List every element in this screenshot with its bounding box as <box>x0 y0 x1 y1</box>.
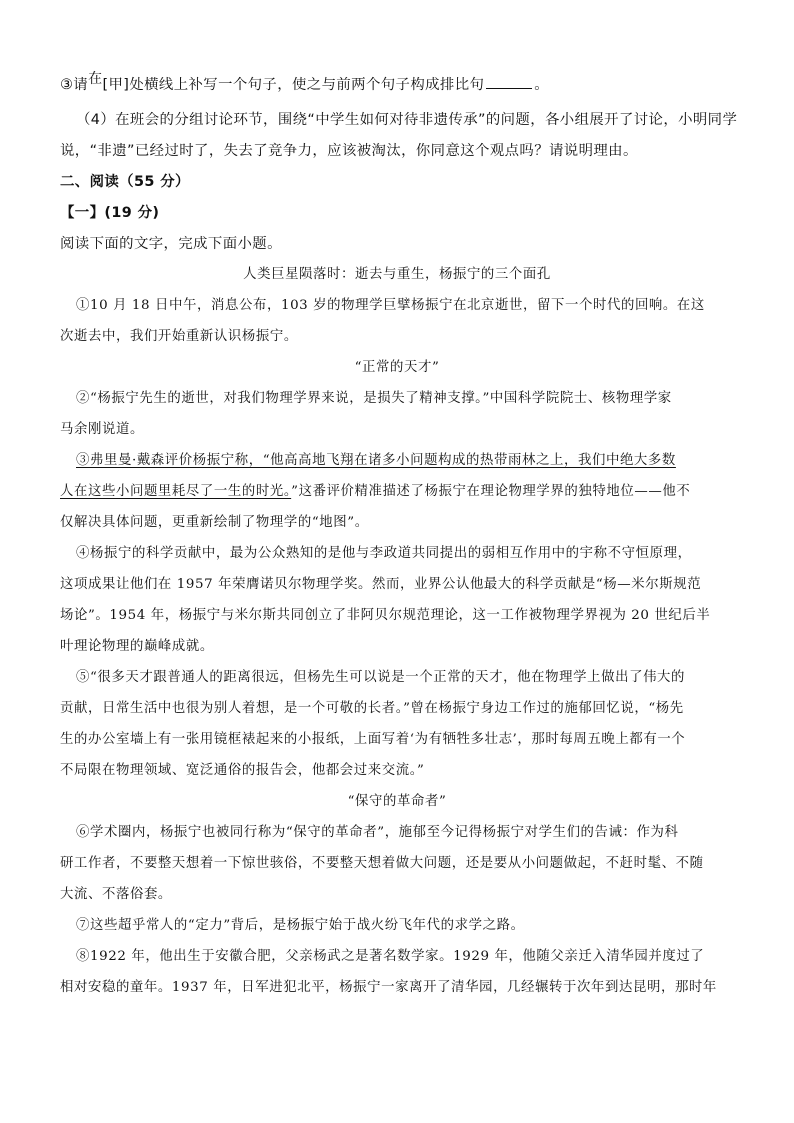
paragraph-6-line: 大流、不落俗套。 <box>60 887 172 902</box>
paragraph-5-line: 贡献，日常生活中也很为别人着想，是一个可敬的长者。”曾在杨振宁身边工作过的施郁回忆说，“杨先 <box>60 701 684 716</box>
paragraph-1-line: 次逝去中，我们开始重新认识杨振宁。 <box>60 329 298 344</box>
article-title: 人类巨星陨落时：逝去与重生，杨振宁的三个面孔 <box>243 267 551 282</box>
paragraph-2-line: ②“杨振宁先生的逝世，对我们物理学界来说，是损失了精神支撑。”中国科学院院士、核物理学家 <box>76 391 672 406</box>
part-heading: 【一】(19 分) <box>60 205 160 221</box>
paragraph-3-line <box>60 482 690 502</box>
paragraph-6-line: 研工作者，不要整天想着一下惊世骇俗，不要整天想着做大问题，还是要从小问题做起，不赶时髦、不随 <box>60 856 704 871</box>
paragraph-2-line: 马余刚说道。 <box>60 422 144 437</box>
subtitle-conservative-revolutionary: “保守的革命者” <box>347 794 447 809</box>
paragraph-5-line: 生的办公室墙上有一张用镜框裱起来的小报纸，上面写着‘为有牺牲多壮志’，那时每周五晚上都有一个 <box>60 732 686 747</box>
paragraph-3-line: 仅解决具体问题，更重新绘制了物理学的“地图”。 <box>60 515 369 530</box>
paragraph-4-line: 场论”。1954 年，杨振宁与米尔斯共同创立了非阿贝尔规范理论，这一工作被物理学界视为 20 世纪后半 <box>60 608 711 623</box>
paragraph-5-line: 不局限在物理领域、宽泛通俗的报告会，他都会过来交流。” <box>60 763 425 778</box>
paragraph-4-line: 叶理论物理的巅峰成就。 <box>60 639 214 654</box>
question-3-suffix: 。 <box>534 77 550 93</box>
section-heading: 二、阅读（55 分） <box>60 174 190 190</box>
paragraph-8-line: 相对安稳的童年。1937 年，日军进犯北平，杨振宁一家离开了清华园，几经辗转于次年到达昆明，那时年 <box>60 980 717 995</box>
subtitle-normal-genius: “正常的天才” <box>354 360 440 375</box>
paragraph-7: ⑦这些超乎常人的“定力”背后，是杨振宁始于战火纷飞年代的求学之路。 <box>76 918 525 933</box>
paragraph-4-line: 这项成果让他们在 1957 年荣膺诺贝尔物理学奖。然而，业界公认他最大的科学贡献是“杨—米尔斯规范 <box>60 577 702 592</box>
paragraph-5-line: ⑤“很多天才跟普通人的距离很远，但杨先生可以说是一个正常的天才，他在物理学上做出了伟大的 <box>76 670 686 685</box>
question-3-superscript: 在 <box>88 71 103 87</box>
paragraph-8-line: ⑧1922 年，他出生于安徽合肥，父亲杨武之是著名数学家。1929 年，他随父亲迁入清华园并度过了 <box>76 949 705 964</box>
paragraph-4-line: ④杨振宁的科学贡献中，最为公众熟知的是他与李政道共同提出的弱相互作用中的宇称不守恒原理， <box>76 546 692 561</box>
paragraph-6-line: ⑥学术圈内，杨振宁也被同行称为“保守的革命者”，施郁至今记得杨振宁对学生们的告诫：作为科 <box>76 825 679 840</box>
reading-instruction: 阅读下面的文字，完成下面小题。 <box>60 236 282 252</box>
paragraph-1-line: ①10 月 18 日中午，消息公布，103 岁的物理学巨擘杨振宁在北京逝世，留下一个时代的回响。在这 <box>76 298 705 313</box>
question-4-line-2: 说，“非遗”已经过时了，失去了竞争力，应该被淘汰，你同意这个观点吗？请说明理由。 <box>60 143 638 159</box>
question-4-line-1: （4）在班会的分组讨论环节，围绕“中学生如何对待非遗传承”的问题，各小组展开了讨论，小明同学 <box>76 112 738 128</box>
paragraph-3-remainder: ”这番评价精准描述了杨振宁在理论物理学界的独特地位——他不 <box>291 484 691 499</box>
underlined-quote: 人在这些小问题里耗尽了一生的时光。 <box>60 484 292 499</box>
answer-blank[interactable] <box>486 76 532 89</box>
question-3 <box>60 71 550 95</box>
question-3-text: [甲]处横线上补写一个句子，使之与前两个句子构成排比句 <box>102 77 485 93</box>
paragraph-3-line-underlined: ③弗里曼·戴森评价杨振宁称，“他高高地飞翔在诸多小问题构成的热带雨林之上，我们中绝大多数 <box>76 453 676 468</box>
question-3-prefix: ③请 <box>60 77 89 93</box>
